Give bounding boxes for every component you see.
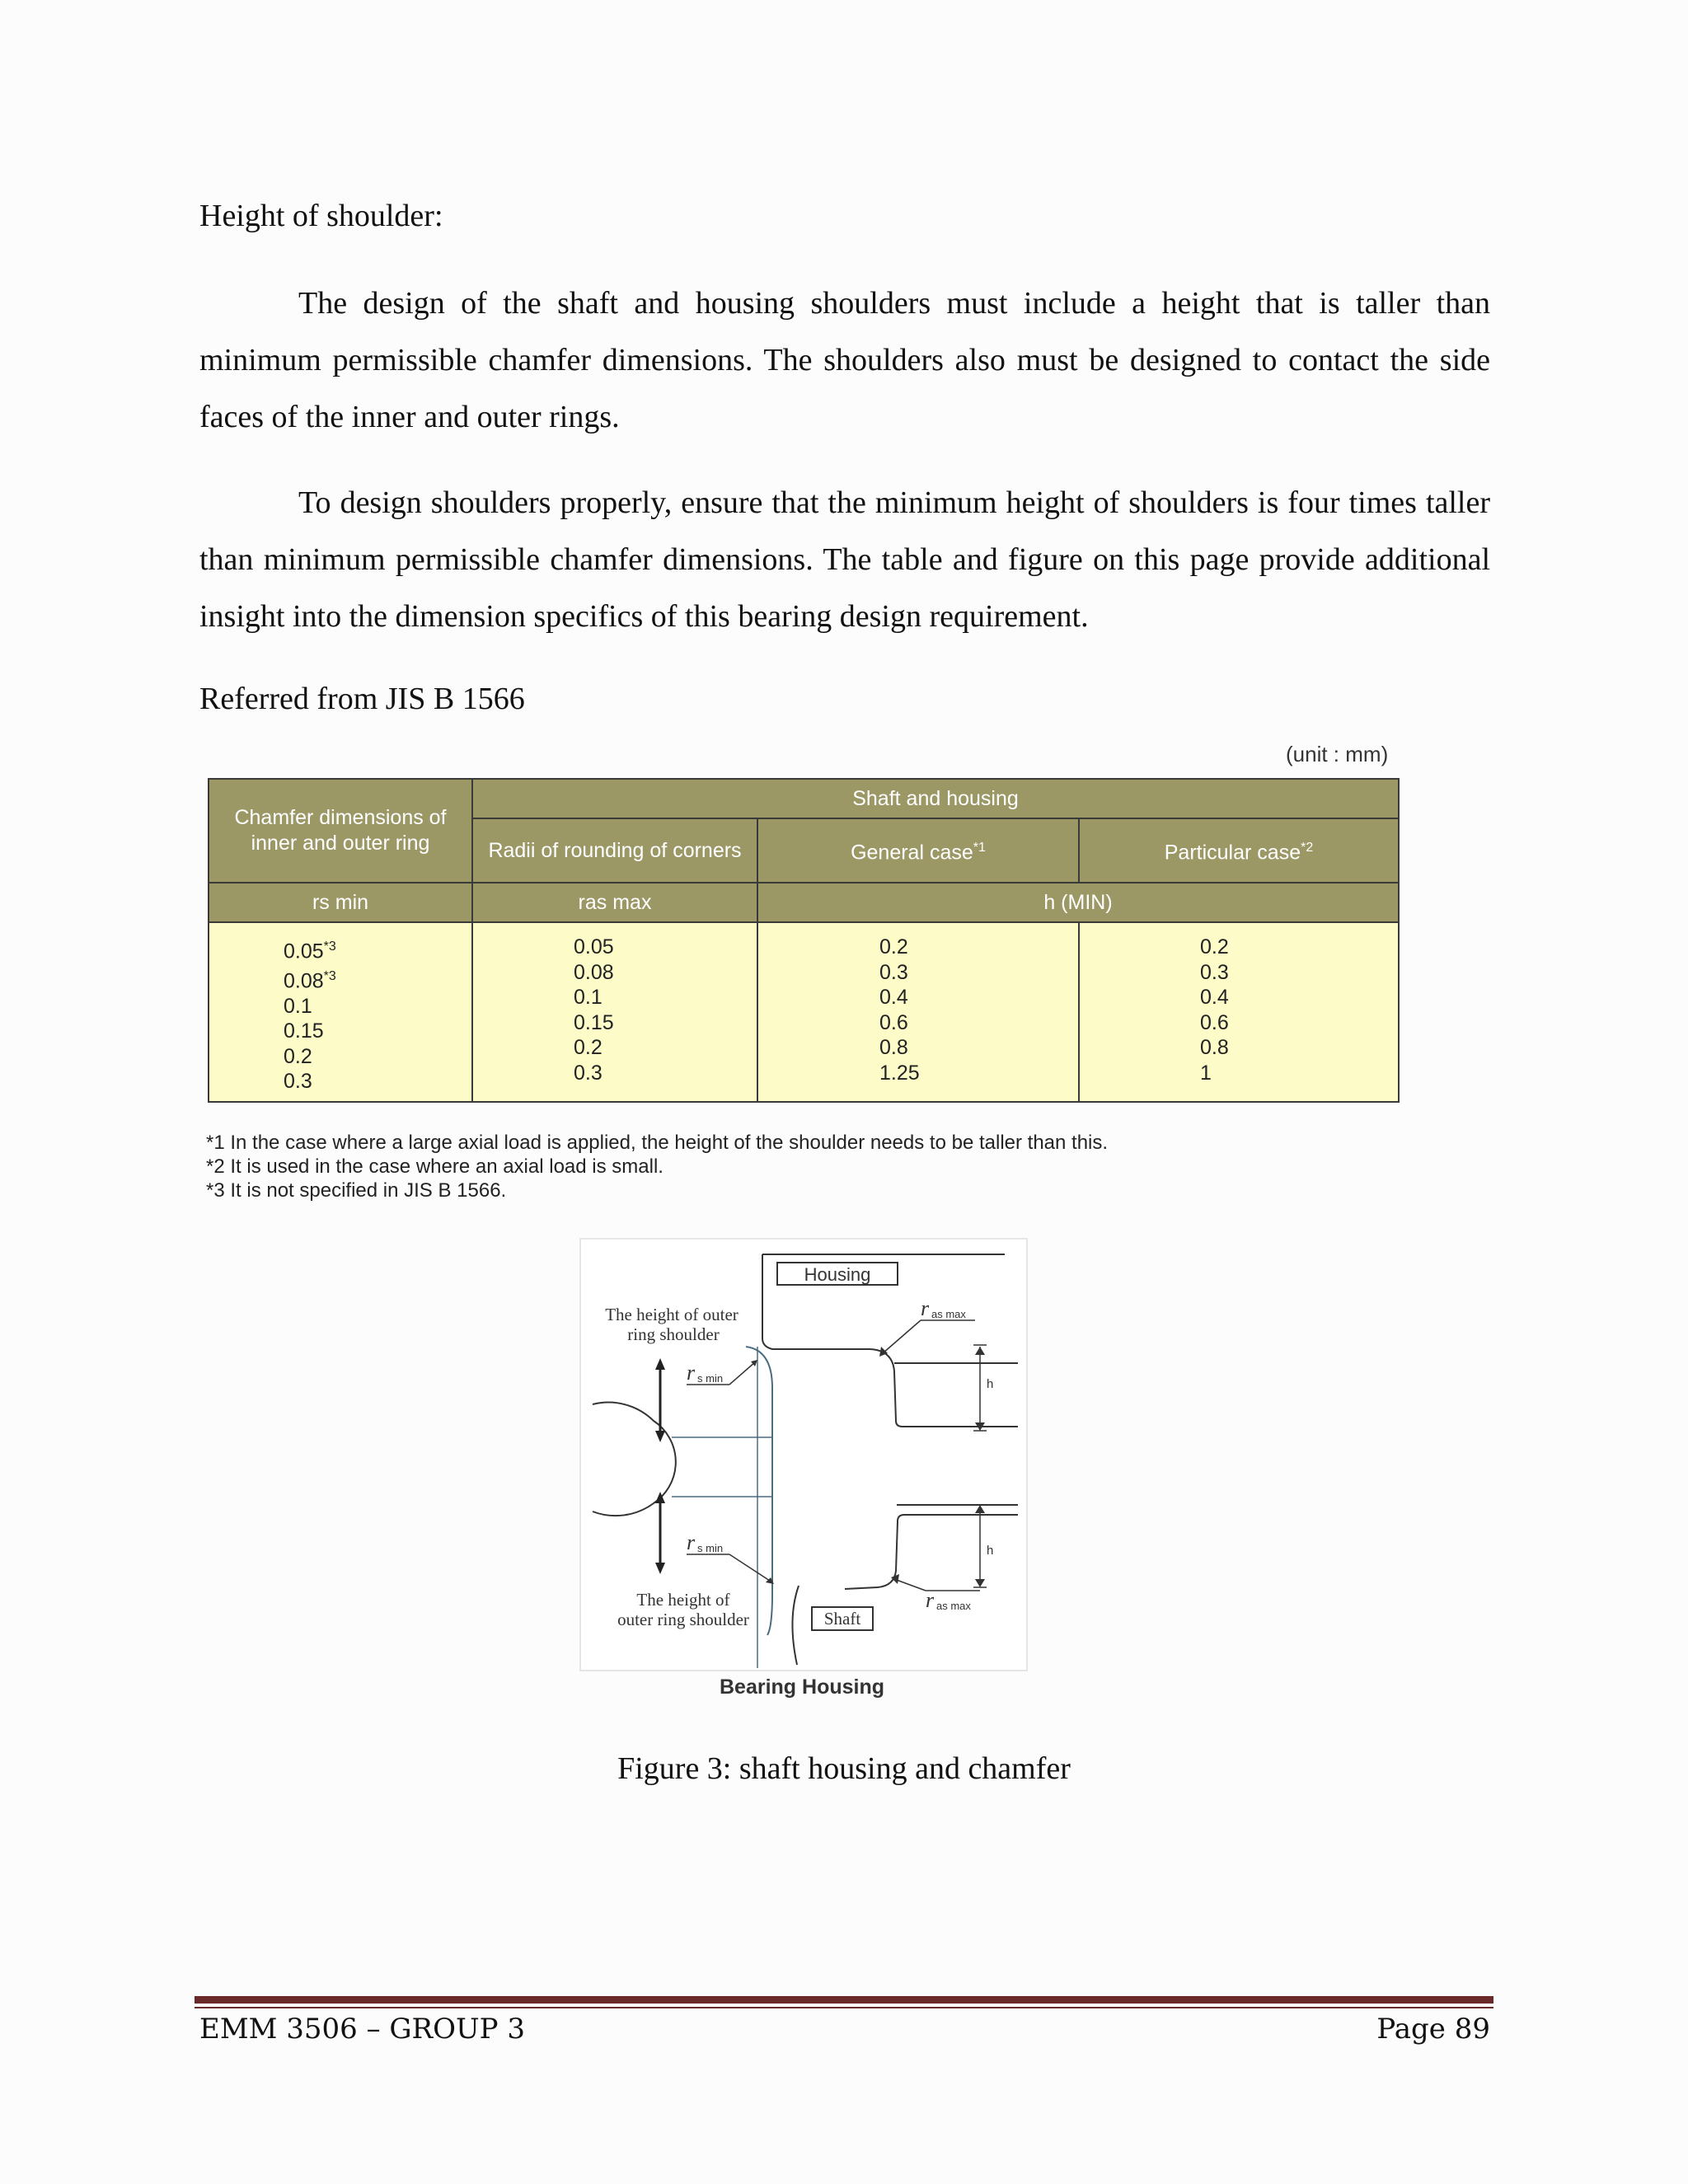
ras-max-value: 0.08 xyxy=(574,960,614,984)
particular-value: 0.8 xyxy=(1200,1036,1229,1059)
note-3: *3 It is not specified in JIS B 1566. xyxy=(206,1179,507,1202)
rs-min-value: 0.3 xyxy=(284,1070,312,1094)
rs-min-bottom-sub: s min xyxy=(697,1542,724,1554)
housing-label: Housing xyxy=(804,1264,871,1285)
column-general xyxy=(757,922,1079,1102)
header-general xyxy=(757,818,1079,883)
h-label-top: h xyxy=(987,1377,994,1391)
header-shaft-housing: Shaft and housing xyxy=(472,779,1399,818)
general-value: 0.2 xyxy=(879,935,908,958)
figure-caption: Figure 3: shaft housing and chamfer xyxy=(617,1751,1071,1786)
general-value: 1.25 xyxy=(879,1061,920,1085)
ras-max-top-symbol: r xyxy=(921,1296,930,1320)
header-particular-note: *2 xyxy=(1301,841,1314,855)
shaft-curve xyxy=(792,1586,799,1665)
subheader-ras-max: ras max xyxy=(472,883,757,922)
particular-value: 0.4 xyxy=(1200,986,1229,1009)
header-general-label: General case xyxy=(851,841,973,865)
particular-value: 1 xyxy=(1200,1061,1212,1085)
shaft-label: Shaft xyxy=(823,1609,861,1629)
rs-min-bottom-symbol: r xyxy=(687,1530,696,1554)
rs-min-top-symbol: r xyxy=(687,1361,696,1385)
column-particular xyxy=(1079,922,1399,1102)
rs-min-value: 0.05$^{*3}$ xyxy=(284,940,336,963)
footer-page-number: Page 89 xyxy=(1376,2013,1490,2046)
ras-max-value: 0.15 xyxy=(574,1010,614,1034)
figure-inner-caption: Bearing Housing xyxy=(719,1675,884,1699)
rs-min-value: 0.1 xyxy=(284,994,312,1018)
general-value: 0.4 xyxy=(879,986,908,1009)
general-value: 0.3 xyxy=(879,960,908,984)
particular-value: 0.6 xyxy=(1200,1010,1229,1034)
unit-label: (unit : mm) xyxy=(1286,742,1389,766)
subheader-rs-min: rs min xyxy=(209,883,472,922)
ras-max-top-sub: as max xyxy=(931,1308,966,1320)
note-2: *2 It is used in the case where an axial load is small. xyxy=(206,1155,663,1178)
general-value: 0.6 xyxy=(879,1010,908,1034)
ras-max-bottom-sub: as max xyxy=(936,1600,971,1612)
section-heading: Height of shoulder: xyxy=(199,199,443,233)
footer-rule-thick xyxy=(195,1996,1493,2004)
particular-value: 0.3 xyxy=(1200,960,1229,984)
header-chamfer: Chamfer dimensions of inner and outer ring xyxy=(209,779,472,883)
bearing-housing-figure xyxy=(579,1238,1028,1671)
reference-line: Referred from JIS B 1566 xyxy=(199,682,525,716)
rs-min-value: 0.08$^{*3}$ xyxy=(284,968,336,993)
column-rs-min xyxy=(209,922,472,1102)
table-notes xyxy=(206,1131,1108,1202)
footer-left: EMM 3506 – GROUP 3 xyxy=(199,2013,526,2046)
rolling-element xyxy=(593,1403,676,1516)
header-general-note: *1 xyxy=(973,841,986,855)
chamfer-table xyxy=(208,778,1400,1103)
outer-shoulder-bottom-line2: outer ring shoulder xyxy=(617,1610,749,1629)
outer-shoulder-top-line2: ring shoulder xyxy=(627,1324,720,1344)
outer-shoulder-bottom-line1: The height of xyxy=(636,1590,730,1610)
note-1: *1 In the case where a large axial load is applied, the height of the shoulder needs to be taller than this. xyxy=(206,1132,1109,1154)
paragraph-1: The design of the shaft and housing shoulders must include a height that is taller than minimum permissible chamfer dimensions. The shoulders also must be designed to contact the side faces of the inner and outer rings. xyxy=(199,286,1490,434)
h-label-bottom: h xyxy=(987,1544,994,1558)
header-particular-label: Particular case xyxy=(1164,841,1301,865)
ras-max-value: 0.3 xyxy=(574,1061,603,1085)
rs-min-top-sub: s min xyxy=(697,1372,724,1385)
outer-ring-line xyxy=(746,1347,772,1635)
ras-max-value: 0.2 xyxy=(574,1036,603,1059)
particular-value: 0.2 xyxy=(1200,935,1229,958)
ras-max-value: 0.1 xyxy=(574,986,603,1009)
footer-rule-thin xyxy=(195,2007,1493,2008)
ras-max-value: 0.05 xyxy=(574,935,614,958)
general-value: 0.8 xyxy=(879,1036,908,1059)
rs-min-value: 0.15 xyxy=(284,1019,324,1043)
ras-max-bottom-symbol: r xyxy=(926,1588,935,1612)
outer-shoulder-top-line1: The height of outer xyxy=(605,1305,738,1324)
paragraph-2: To design shoulders properly, ensure that the minimum height of shoulders is four times taller than minimum permissible chamfer dimensions. The table and figure on this page provide additional insight into the dimension specifics of this bearing design requirement. xyxy=(199,485,1490,634)
rs-min-value: 0.2 xyxy=(284,1044,312,1068)
header-particular xyxy=(1079,818,1399,883)
bearing-diagram xyxy=(581,1240,1026,1670)
subheader-h-min: h (MIN) xyxy=(757,883,1399,922)
header-radii: Radii of rounding of corners xyxy=(472,818,757,883)
column-ras-max xyxy=(472,922,757,1102)
